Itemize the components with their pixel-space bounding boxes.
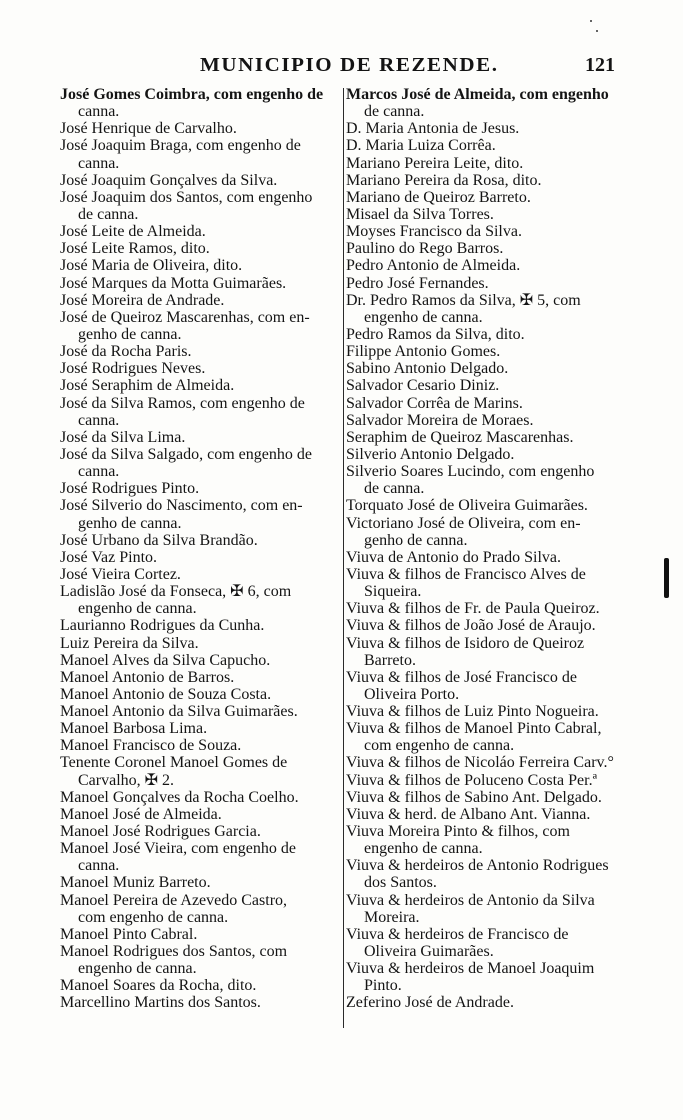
entry-line: com engenho de canna. <box>78 908 229 926</box>
entry-line: Manoel Barbosa Lima. <box>60 720 208 738</box>
entry-line: Zeferino José de Andrade. <box>346 994 514 1012</box>
entry-line: José Moreira de Andrade. <box>60 291 225 309</box>
entry-line: Oliveira Guimarães. <box>364 943 494 961</box>
ink-speck <box>596 30 598 32</box>
entry-line: Viuva & filhos de Sabino Ant. Delgado. <box>346 788 602 806</box>
entry-line: José da Rocha Paris. <box>60 343 192 361</box>
entry-line: Manoel José Vieira, com engenho de <box>60 840 297 858</box>
entry-line: José Leite Ramos, dito. <box>60 240 210 258</box>
entry-line: Oliveira Porto. <box>364 685 460 703</box>
entry-line: Torquato José de Oliveira Guimarães. <box>346 497 588 515</box>
entry-line: de canna. <box>364 103 425 121</box>
entry-line: Silverio Soares Lucindo, com engenho <box>346 463 595 481</box>
column-divider <box>343 88 344 1028</box>
entry-line: Tenente Coronel Manoel Gomes de <box>60 754 288 772</box>
entry-line: D. Maria Luiza Corrêa. <box>346 137 496 155</box>
entry-line: Ladislão José da Fonseca, ✠ 6, com <box>60 583 292 601</box>
entry-line: Manoel Alves da Silva Capucho. <box>60 651 271 669</box>
entry-line: canna. <box>78 103 120 121</box>
entry-line: Manoel Muniz Barreto. <box>60 874 211 892</box>
entry-line: Moyses Francisco da Silva. <box>346 223 522 241</box>
entry-line: Viuva & herdeiros de Francisco de <box>346 925 569 943</box>
entry-line: José Joaquim Braga, com engenho de <box>60 137 301 155</box>
entry-line: José Vaz Pinto. <box>60 548 158 566</box>
entry-line: Manoel Antonio de Barros. <box>60 668 235 686</box>
entry-line: José Rodrigues Neves. <box>60 360 206 378</box>
entry-line: Marcellino Martins dos Santos. <box>60 994 261 1012</box>
left-column <box>60 86 342 1012</box>
entry-line: engenho de canna. <box>78 600 197 618</box>
entry-line: Mariano Pereira Leite, dito. <box>346 154 524 172</box>
entry-line: Viuva & filhos de Fr. de Paula Queiroz. <box>346 600 600 618</box>
entry-line: Laurianno Rodrigues da Cunha. <box>60 617 265 635</box>
entry-line: Paulino do Rego Barros. <box>346 240 504 258</box>
entry-line: Siqueira. <box>364 583 422 601</box>
entry-line: José Gomes Coimbra, com engenho de <box>60 86 324 103</box>
ink-smudge <box>664 558 669 598</box>
entry-line: Luiz Pereira da Silva. <box>60 634 199 652</box>
entry-line: Dr. Pedro Ramos da Silva, ✠ 5, com <box>346 291 581 309</box>
entry-line: Manoel José Rodrigues Garcia. <box>60 823 261 841</box>
entry-line: Viuva & herdeiros de Manoel Joaquim <box>346 960 595 978</box>
entry-line: com engenho de canna. <box>364 737 515 755</box>
ink-speck <box>590 20 592 22</box>
entry-line: José Silverio do Nascimento, com en- <box>60 497 303 515</box>
entry-line: José Marques da Motta Guimarães. <box>60 274 287 292</box>
entry-line: Filippe Antonio Gomes. <box>346 343 501 361</box>
entry-line: Viuva & filhos de Isidoro de Queiroz <box>346 634 585 652</box>
entry-line: Manoel Soares da Rocha, dito. <box>60 977 257 995</box>
entry-line: Viuva & herdeiros de Antonio Rodrigues <box>346 857 609 875</box>
entry-line: José da Silva Lima. <box>60 428 186 446</box>
entry-line: Viuva & filhos de Nicoláo Ferreira Carv.° <box>346 754 614 772</box>
entry-line: de canna. <box>364 480 425 498</box>
page-number: 121 <box>585 54 615 76</box>
entry-line: Viuva & filhos de João José de Araujo. <box>346 617 596 635</box>
entry-line: José Henrique de Carvalho. <box>60 120 237 138</box>
entry-line: Victoriano José de Oliveira, com en- <box>346 514 581 532</box>
entry-line: Silverio Antonio Delgado. <box>346 445 515 463</box>
entry-line: Manoel Gonçalves da Rocha Coelho. <box>60 788 299 806</box>
entry-line: Barreto. <box>364 651 416 669</box>
entry-line: engenho de canna. <box>364 840 483 858</box>
entry-line: Viuva & filhos de Manoel Pinto Cabral, <box>346 720 602 738</box>
entry-line: José de Queiroz Mascarenhas, com en- <box>60 308 310 326</box>
entry-line: canna. <box>78 154 120 172</box>
entry-line: engenho de canna. <box>364 308 483 326</box>
entry-line: José Vieira Cortez. <box>60 565 181 583</box>
entry-line: de canna. <box>78 205 139 223</box>
entry-line: Pedro Antonio de Almeida. <box>346 257 521 275</box>
entry-line: D. Maria Antonia de Jesus. <box>346 120 520 138</box>
entry-line: Mariano Pereira da Rosa, dito. <box>346 171 542 189</box>
entry-line: José da Silva Ramos, com engenho de <box>60 394 305 412</box>
entry-line: Viuva & herdeiros de Antonio da Silva <box>346 891 595 909</box>
entry-line: Sabino Antonio Delgado. <box>346 360 509 378</box>
entry-line: José Urbano da Silva Brandão. <box>60 531 258 549</box>
entry-line: Carvalho, ✠ 2. <box>78 771 175 789</box>
entry-line: dos Santos. <box>364 874 437 892</box>
entry-line: genho de canna. <box>78 325 182 343</box>
entry-line: Manoel Pinto Cabral. <box>60 925 198 943</box>
entry-line: Manoel José de Almeida. <box>60 805 222 823</box>
entry-line: Salvador Moreira de Moraes. <box>346 411 534 429</box>
entry-line: Manoel Rodrigues dos Santos, com <box>60 943 288 961</box>
entry-line: genho de canna. <box>78 514 182 532</box>
entry-line: Manoel Francisco de Souza. <box>60 737 242 755</box>
entry-line: Viuva & filhos de José Francisco de <box>346 668 577 686</box>
entry-line: Pinto. <box>364 977 402 995</box>
entry-line: José Seraphim de Almeida. <box>60 377 235 395</box>
entry-line: Manoel Pereira de Azevedo Castro, <box>60 891 288 909</box>
entry-line: Misael da Silva Torres. <box>346 205 494 223</box>
entry-line: engenho de canna. <box>78 960 197 978</box>
entry-line: Marcos José de Almeida, com engenho <box>346 86 609 103</box>
entry-line: Viuva de Antonio do Prado Silva. <box>346 548 562 566</box>
entry-line: canna. <box>78 857 120 875</box>
entry-line: Salvador Corrêa de Marins. <box>346 394 523 412</box>
entry-line: José da Silva Salgado, com engenho de <box>60 445 312 463</box>
entry-line: canna. <box>78 463 120 481</box>
entry-line: José Joaquim dos Santos, com engenho <box>60 188 313 206</box>
entry-line: Pedro Ramos da Silva, dito. <box>346 325 525 343</box>
entry-line: Viuva & filhos de Poluceno Costa Per.ª <box>346 771 597 789</box>
entry-line: Viuva & herd. de Albano Ant. Vianna. <box>346 805 591 823</box>
page-title: MUNICIPIO DE REZENDE. <box>200 54 499 76</box>
entry-line: Mariano de Queiroz Barreto. <box>346 188 531 206</box>
right-column <box>346 86 638 1012</box>
entry-line: Manoel Antonio da Silva Guimarães. <box>60 703 298 721</box>
entry-line: José Rodrigues Pinto. <box>60 480 200 498</box>
entry-line: Pedro José Fernandes. <box>346 274 489 292</box>
entry-line: Viuva Moreira Pinto & filhos, com <box>346 823 570 841</box>
page-header <box>0 54 683 84</box>
entry-line: Seraphim de Queiroz Mascarenhas. <box>346 428 574 446</box>
entry-line: canna. <box>78 411 120 429</box>
entry-line: Manoel Antonio de Souza Costa. <box>60 685 272 703</box>
entry-line: Viuva & filhos de Luiz Pinto Nogueira. <box>346 703 599 721</box>
entry-line: genho de canna. <box>364 531 468 549</box>
entry-line: José Joaquim Gonçalves da Silva. <box>60 171 278 189</box>
entry-line: Moreira. <box>364 908 420 926</box>
entry-line: José Maria de Oliveira, dito. <box>60 257 243 275</box>
entry-line: Viuva & filhos de Francisco Alves de <box>346 565 586 583</box>
entry-line: Salvador Cesario Diniz. <box>346 377 500 395</box>
entry-line: José Leite de Almeida. <box>60 223 206 241</box>
